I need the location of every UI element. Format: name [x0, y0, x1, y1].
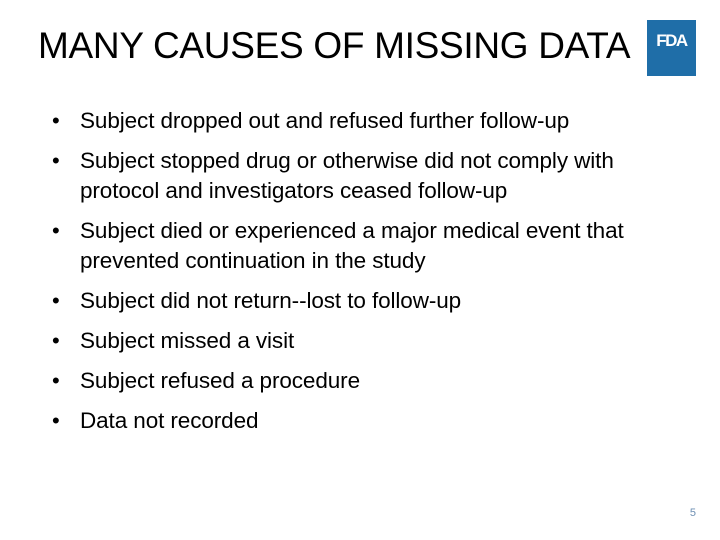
- bullet-marker: •: [52, 288, 60, 313]
- bullet-marker: •: [52, 108, 60, 133]
- bullet-marker: •: [52, 408, 60, 433]
- bullet-marker: •: [52, 218, 60, 243]
- bullet-item: [50, 146, 690, 206]
- bullet-text: Subject did not return--lost to follow-up: [80, 288, 462, 313]
- page-number: 5: [689, 507, 696, 519]
- bullet-text: Subject missed a visit: [80, 328, 295, 353]
- bullet-marker: •: [52, 328, 60, 353]
- bullet-item: [50, 326, 690, 356]
- bullet-text: Data not recorded: [80, 408, 259, 433]
- bullet-text: Subject stopped drug or otherwise did not comply with protocol and investigators ceased follow-up: [80, 148, 614, 203]
- slide-title: MANY CAUSES OF MISSING DATA: [38, 25, 631, 66]
- fda-logo-text: FDA: [656, 31, 687, 50]
- bullet-text: Subject refused a procedure: [80, 368, 360, 393]
- bullet-text: Subject died or experienced a major medical event that prevented continuation in the study: [80, 218, 624, 273]
- fda-logo: [647, 20, 696, 76]
- bullet-item: [50, 366, 690, 396]
- bullet-list: [50, 106, 690, 446]
- bullet-text: Subject dropped out and refused further follow-up: [80, 108, 570, 133]
- bullet-item: [50, 286, 690, 316]
- bullet-marker: •: [52, 368, 60, 393]
- bullet-item: [50, 406, 690, 436]
- bullet-marker: •: [52, 148, 60, 173]
- bullet-item: [50, 106, 690, 136]
- bullet-item: [50, 216, 690, 276]
